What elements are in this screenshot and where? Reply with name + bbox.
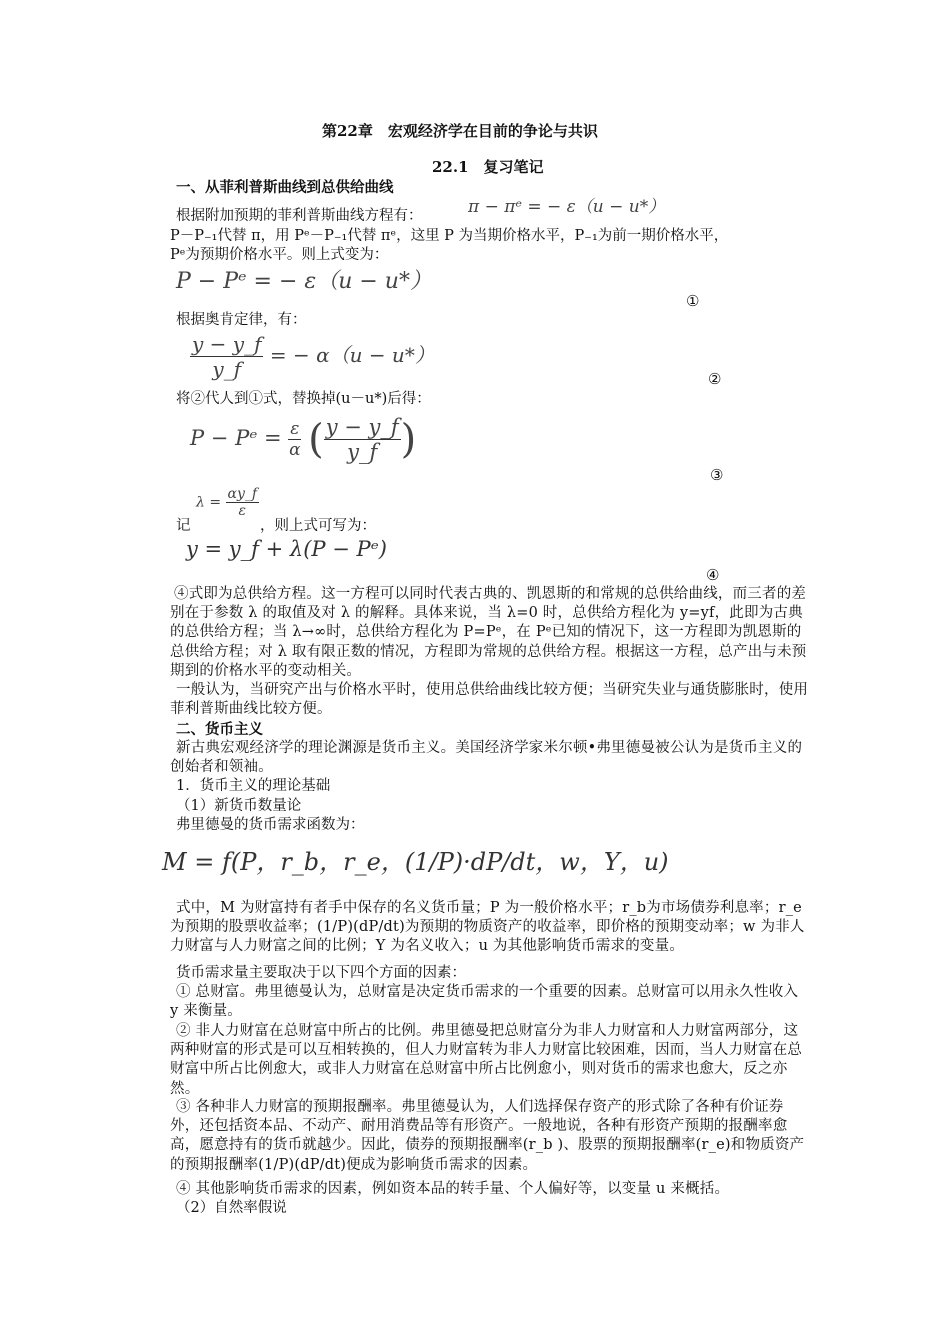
chapter-title: 第22章 宏观经济学在目前的争论与共识 xyxy=(322,122,598,140)
equation-2 xyxy=(190,332,435,381)
eq2-rhs: = − α（u − u*） xyxy=(269,343,435,367)
subheading-basis: 1．货币主义的理论基础 xyxy=(176,778,331,794)
eq2-denominator: y_f xyxy=(212,357,242,381)
equation-phillips: π − πᵉ = − ε（u − u*） xyxy=(468,197,666,217)
paragraph-lead: 根据附加预期的菲利普斯曲线方程有： xyxy=(176,208,423,224)
equation-money-demand: M = f(P，r_b，r_e，(1/P)·dP/dt，w，Y，u) xyxy=(162,848,669,876)
paragraph-then: ，则上式可写为： xyxy=(260,518,376,534)
paragraph-variables: 式中，M 为财富持有者手中保存的名义货币量；P 为一般价格水平；r_b为市场债券利息率；r_e为预期的股票收益率；(1/P)(dP/dt)为预期的物质资产的收益率，即价格的预期变动率；w 为非人力财富与人力财富之间的比例；Y 为名义收入；u 为其他影响货币需求的变量。 xyxy=(170,900,805,955)
paragraph-comparison: 一般认为，当研究产出与价格水平时，使用总供给曲线比较方便；当研究失业与通货膨胀时，使用菲利普斯曲线比较方便。 xyxy=(170,682,809,718)
lambda-den: ε xyxy=(238,503,247,519)
equation-marker-2: ② xyxy=(708,370,722,388)
subheading-quantity-theory: （1）新货币数量论 xyxy=(176,798,302,814)
paragraph-monetarism: 新古典宏观经济学的理论渊源是货币主义。美国经济学家米尔顿•弗里德曼被公认为是货币主义的创始者和领袖。 xyxy=(170,740,803,776)
subheading-natural-rate: （2）自然率假说 xyxy=(176,1200,287,1216)
eq3-inner-num: y − y_f xyxy=(325,415,399,439)
equation-3: P − Pᵉ = $\frac{\varepsilon}{\alpha}$ ( $\frac{y - y\_f}{y\_f}$ ) xyxy=(190,415,417,464)
heading-1: 一、从菲利普斯曲线到总供给曲线 xyxy=(176,179,394,196)
lambda-definition xyxy=(196,486,259,519)
equation-marker-4: ④ xyxy=(706,566,720,584)
equation-1: P − Pᵉ = − ε（u − u*） xyxy=(176,269,432,294)
eq3-lhs: P − Pᵉ = xyxy=(190,426,282,450)
paragraph-line: Pᵉ为预期价格水平。则上式变为： xyxy=(170,247,389,263)
eq3-frac-den: α xyxy=(289,440,301,460)
paragraph-factor-2: ② 非人力财富在总财富中所占的比例。弗里德曼把总财富分为非人力财富和人力财富两部分，这两种财富的形式是可以互相转换的，但人力财富转为非人力财富比较困难，因而，当人力财富在总财富中所占比例愈大，或非人力财富在总财富中所占比例愈小，则对货币的需求也愈大，反之亦然。 xyxy=(170,1023,803,1097)
equation-marker-3: ③ xyxy=(710,466,724,484)
eq2-numerator: y − y_f xyxy=(192,332,262,356)
lambda-num: αy_f xyxy=(227,486,258,502)
paragraph-aggregate-supply: ④式即为总供给方程。这一方程可以同时代表古典的、凯恩斯的和常规的总供给曲线，而三者的差别在于参数 λ 的取值及对 λ 的解释。具体来说，当 λ=0 时，总供给方程化为 y=yf，此即为古典的总供给方程；当 λ→∞时，总供给方程化为 P=Pᵉ，在 Pᵉ已知的情况下，这一方程即为凯恩斯的总供给方程；对 λ 取有限正数的情况，方程即为常规的总供给方程。根据这一方程，总产出与未预期到的价格水平的变动相关。 xyxy=(170,586,807,679)
equation-marker-1: ① xyxy=(686,292,700,310)
equation-4: y = y_f + λ(P − Pᵉ) xyxy=(186,537,387,561)
paragraph-factor-1: ① 总财富。弗里德曼认为，总财富是决定货币需求的一个重要的因素。总财富可以用永久性收入 y 来衡量。 xyxy=(170,984,799,1020)
paragraph-okun: 根据奥肯定律，有： xyxy=(176,312,307,328)
paragraph-substitute: 将②代人到①式，替换掉(u－u*)后得： xyxy=(176,391,431,407)
paragraph-four-factors: 货币需求量主要取决于以下四个方面的因素： xyxy=(176,965,466,981)
paragraph-demand-function: 弗里德曼的货币需求函数为： xyxy=(176,817,365,833)
paragraph-factor-3: ③ 各种非人力财富的预期报酬率。弗里德曼认为，人们选择保存资产的形式除了各种有价证券外，还包括资本品、不动产、耐用消费品等有形资产。一般地说，各种有形资产预期的报酬率愈高，愿意持有的货币就越少。因此，债券的预期报酬率(r_b )、股票的预期报酬率(r_e)和物质资产的预期报酬率(1/P)(dP/dt)便成为影响货币需求的因素。 xyxy=(170,1099,805,1173)
heading-2: 二、货币主义 xyxy=(176,721,263,738)
paragraph-let: 记 xyxy=(176,518,191,534)
lambda-lhs: λ = xyxy=(196,494,222,511)
eq3-frac-num: ε xyxy=(290,419,300,439)
section-title: 22.1 复习笔记 xyxy=(432,158,544,176)
eq3-inner-den: y_f xyxy=(347,440,378,464)
paragraph-line: P－P₋₁代替 π，用 Pᵉ－P₋₁代替 πᵉ，这里 P 为当期价格水平，P₋₁为前一期价格水平， xyxy=(170,228,729,244)
paragraph-factor-4: ④ 其他影响货币需求的因素，例如资本品的转手量、个人偏好等，以变量 u 来概括。 xyxy=(176,1181,730,1197)
